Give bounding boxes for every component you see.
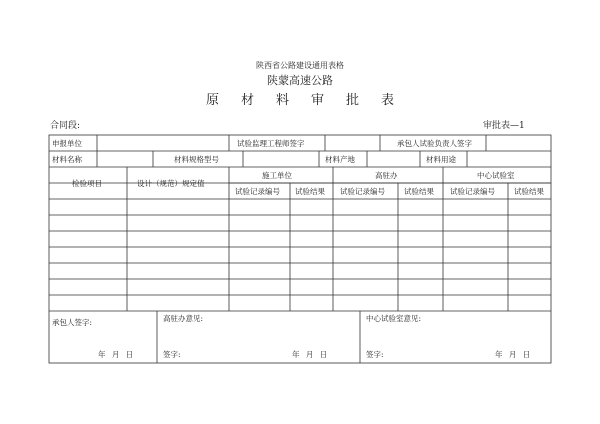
supervisor-sign-label: 试验监理工程师签字 [237,139,305,148]
office-date: 年 月 日 [292,350,330,359]
form-title: 原材料审批表 [205,93,416,108]
center-date: 年 月 日 [495,350,533,359]
contractor-date: 年 月 日 [98,350,136,359]
form-number: 审批表—1 [483,121,525,131]
contractor-sign-label: 承包人签字: [52,318,93,327]
spec-model-label: 材料规格型号 [174,155,219,164]
applicant-label: 申报单位 [52,139,82,148]
result-header-3: 试验结果 [514,187,544,196]
group-header-center-lab: 中心试验室 [477,171,515,180]
group-header-resident-office: 高驻办 [375,171,398,180]
test-item-header: 检验项目 [72,179,102,188]
record-no-header-2: 试验记录编号 [340,187,385,196]
record-no-header-1: 试验记录编号 [235,187,280,196]
center-opinion-label: 中心试验室意见: [366,314,422,323]
design-spec-header: 设计（规范）规定值 [137,179,205,188]
result-header-2: 试验结果 [404,187,434,196]
org-line: 陕西省公路建设通用表格 [256,61,344,70]
contractor-test-sign-label: 承包人试验负责人签字 [397,139,472,148]
record-no-header-3: 试验记录编号 [450,187,495,196]
project-name: 陕蒙高速公路 [267,74,333,87]
center-sign-label: 签字: [366,350,384,359]
usage-label: 材料用途 [426,155,456,164]
office-opinion-label: 高驻办意见: [163,314,204,323]
material-name-label: 材料名称 [52,155,82,164]
origin-label: 材料产地 [325,155,355,164]
result-header-1: 试验结果 [295,187,325,196]
group-header-construction: 施工单位 [262,171,292,180]
office-sign-label: 签字: [163,350,181,359]
contract-section-label: 合同段: [50,121,81,131]
